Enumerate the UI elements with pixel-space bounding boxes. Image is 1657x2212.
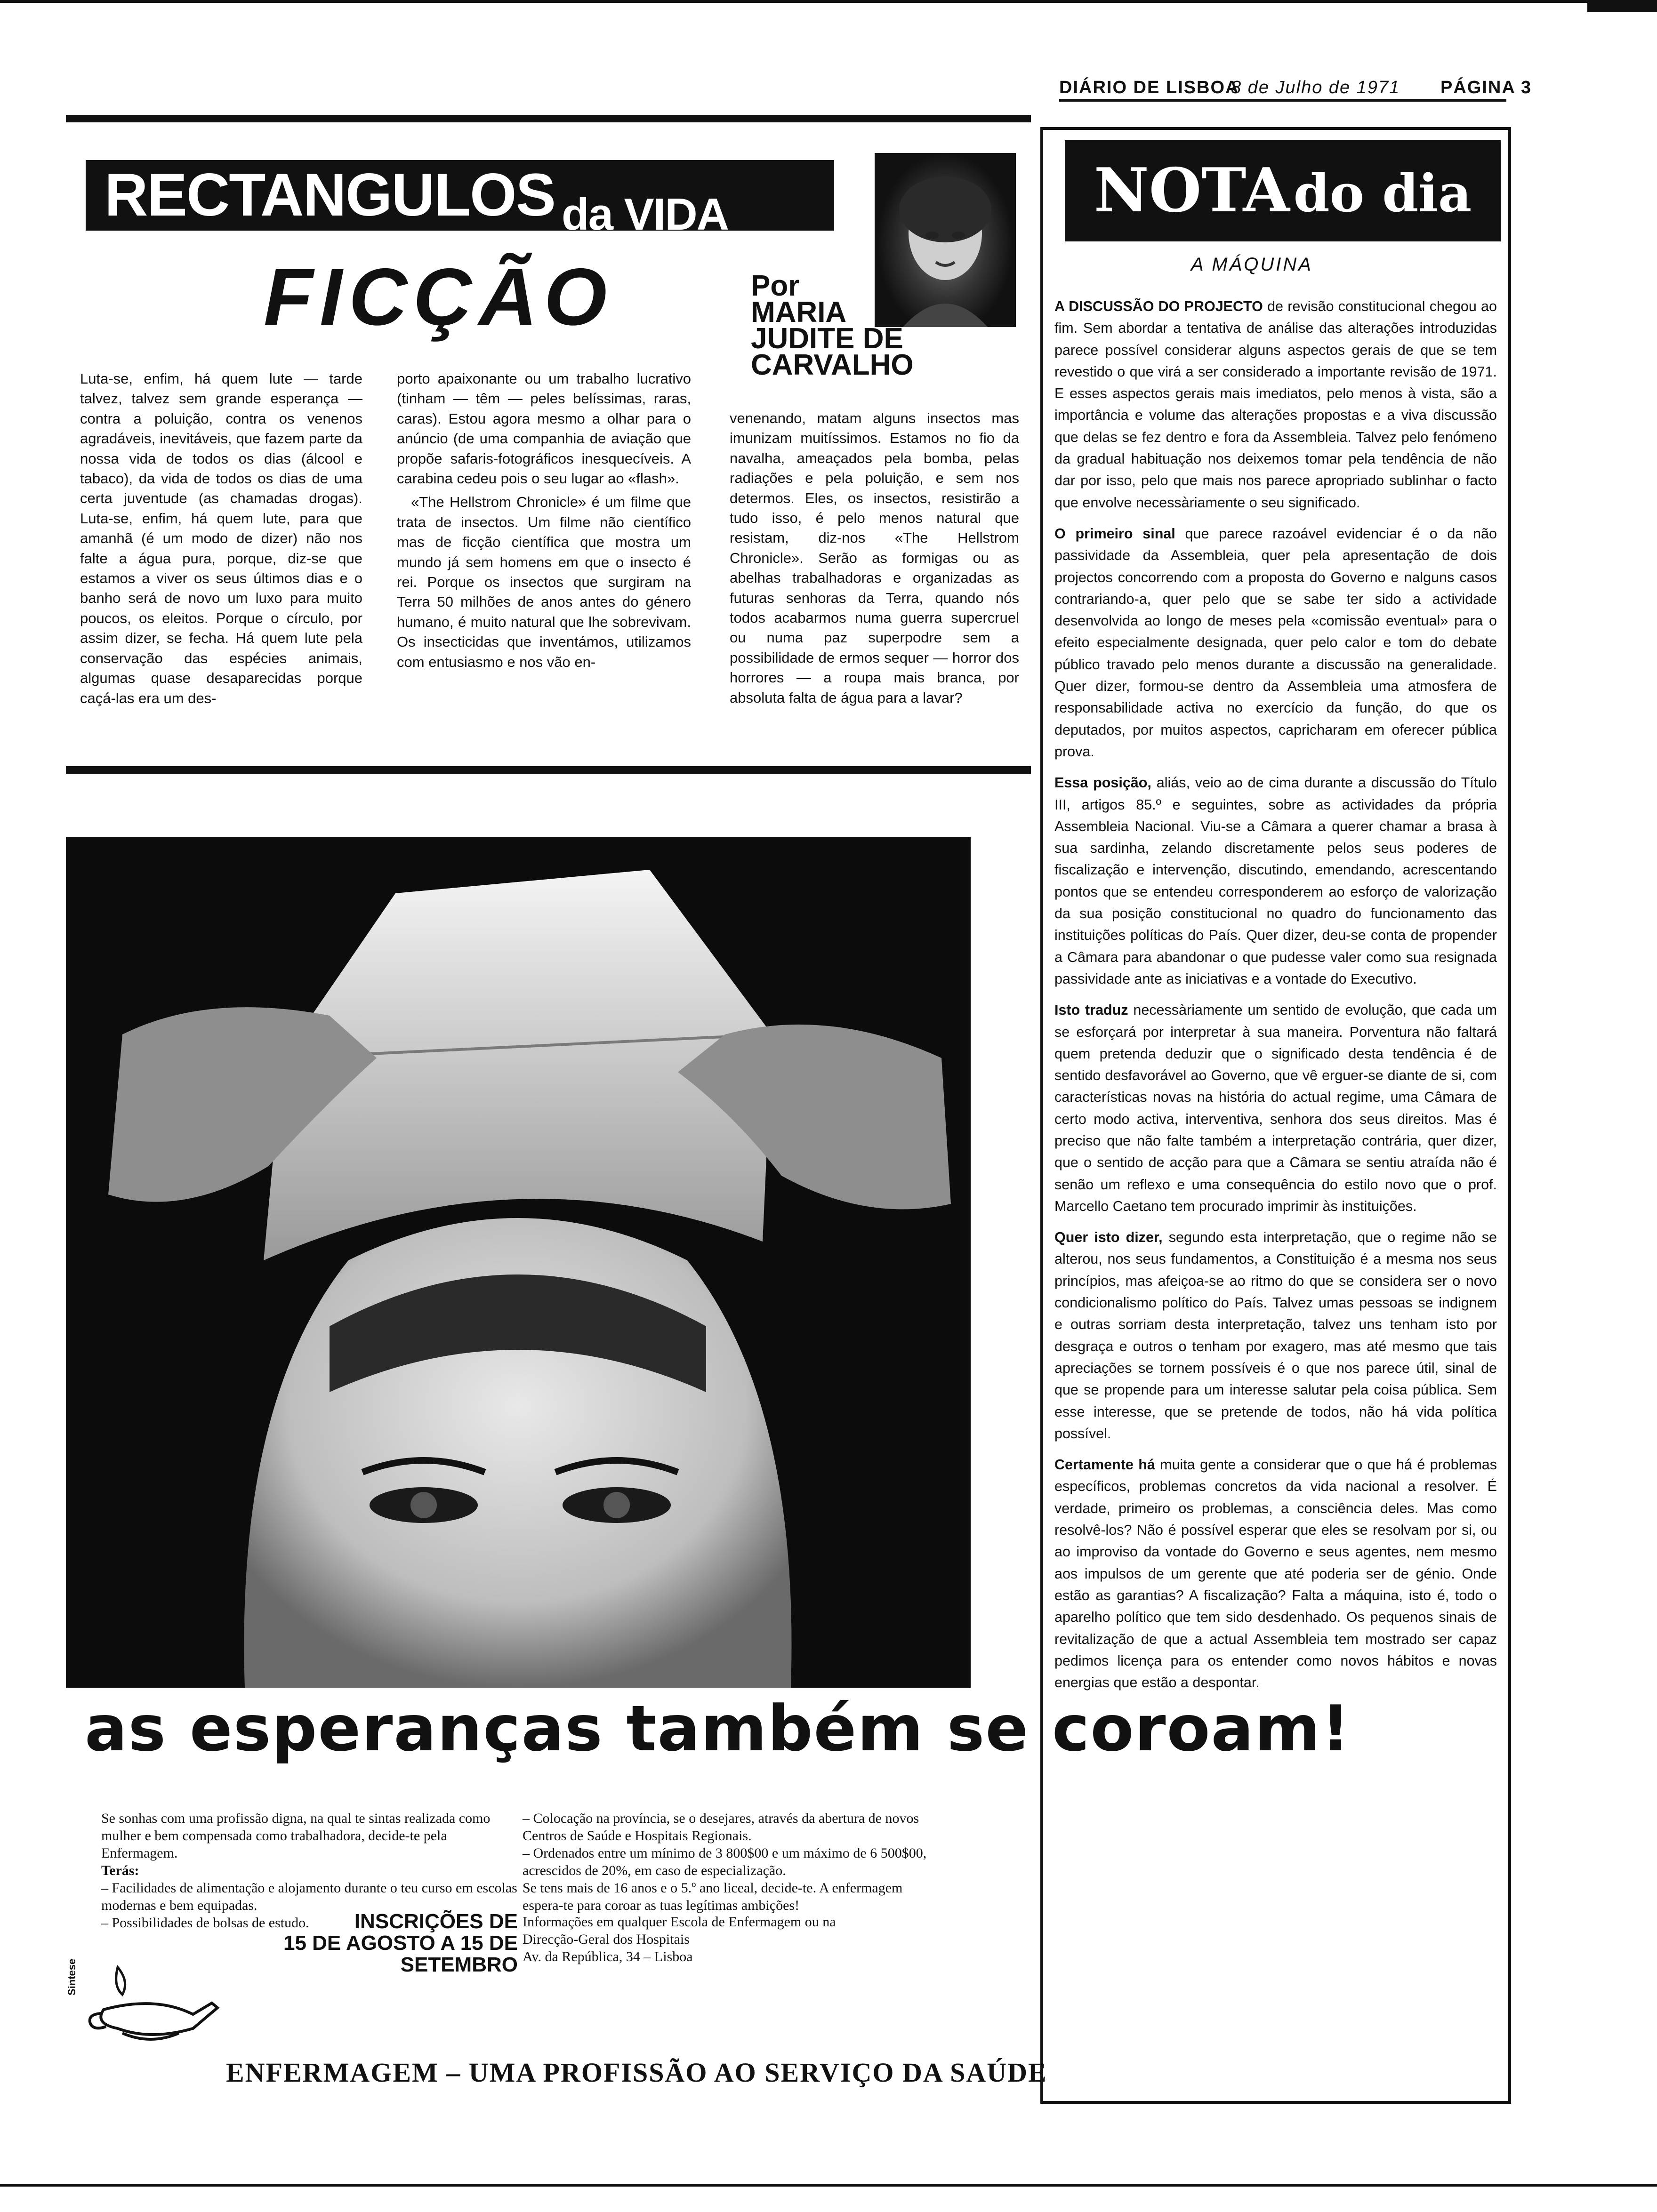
editorial-text: [1054, 296, 1497, 1703]
column-banner: [86, 160, 834, 231]
info-line: Direcção-Geral dos Hospitais: [523, 1931, 690, 1947]
banner-nota: NOTA: [1094, 155, 1290, 226]
article-title: FICÇÃO: [264, 252, 614, 342]
editorial-paragraph: [1054, 523, 1497, 762]
paragraph-lead: Certamente há: [1054, 1457, 1155, 1473]
advert-footer: ENFERMAGEM – UMA PROFISSÃO AO SERVIÇO DA SAÚDE: [226, 2057, 1047, 2088]
banner-do-dia: do dia: [1293, 163, 1472, 224]
editorial-paragraph: [1054, 1454, 1497, 1693]
editorial-paragraph: [1054, 1226, 1497, 1444]
registration-label: INSCRIÇÕES DE: [354, 1910, 518, 1933]
paragraph-body: necessàriamente um sentido de evolução, que cada um se esforçará por interpretar à sua maneira. Porventura não faltará quem pretenda deduzir que o significado desta tendência é de sentido desfavorável ao Governo, que vê erguer-se diante de si, com características novas na história do actual regime, uma Câmara de certo modo activa, interventiva, senhora dos seus direitos. Mas é preciso que não falte também a interpretação contrária, quer dizer, que o sentido de acção para que a Câmara se sentiu atraída não é senão um reflexo e uma consequência do estilo novo que o prof. Marcello Caetano tem procurado imprimir às instituições.: [1054, 1002, 1497, 1214]
article-paragraph: «The Hellstrom Chronicle» é um filme que trata de insectos. Um filme não científico mas de ficção científica que mostra um mundo já sem homens em que o insecto é rei. Porque os insectos que surgiram na Terra 50 milhões de anos antes do género humano, é muito natural que lhe sobrevivam. Os insecticidas que inventámos, utilizamos com entusiasmo e nos vão en-: [397, 494, 691, 670]
paragraph-body: que parece razoável evidenciar é o da não passividade da Assembleia, quer pela apresentação de dois projectos concorrendo com a proposta do Governo e nalguns casos contrariando-a, quer pelo que se sabe ter sido a actividade desenvolvida ao longo de meses pela «comissão eventual» para o efeito especialmente designada, quer pelo calor e tom do debate público travado pelo menos durante a discussão na generalidade. Quer dizer, formou-se dentro da Assembleia uma atmosfera de responsabilidade activa no exercício da função, do que os deputados, por muitos aspectos, capricharam em oferecer pública prova.: [1054, 525, 1497, 760]
nurse-advert-photo: [66, 837, 971, 1688]
byline-por: Por: [751, 270, 800, 302]
advert-item: – Colocação na província, se o desejares, através da abertura de novos Centros de Saúde e Hospitais Regionais.: [523, 1811, 919, 1843]
article-paragraph: venenando, matam alguns insectos mas imunizam muitíssimos. Estamos no fio da navalha, ameaçados pela bomba, pelas radiações e pela poluição, e sem nos determos. Eles, os insectos, resistirão a tudo isso, é pelo menos natural que resistam, diz-nos «The Hellstrom Chronicle». Serão as formigas ou as abelhas trabalhadoras e organizadas as futuras senhoras da Terra, quando nós todos acabarmos numa guerra supercruel ou numa paz superpodre sem a possibilidade de ermos sequer — horror dos horrores — a roupa mais branca, por absoluta falta de água para a lavar?: [730, 410, 1019, 706]
registration-dates: [198, 1911, 518, 1976]
info-line: Informações em qualquer Escola de Enfermagem ou na: [523, 1914, 836, 1930]
issue-date: 8 de Julho de 1971: [1231, 78, 1400, 97]
advert-item: – Possibilidades de bolsas de estudo.: [101, 1915, 309, 1931]
registration-period: 15 DE AGOSTO A 15 DE SETEMBRO: [283, 1931, 518, 1976]
advert-credit: Sintese: [66, 1958, 78, 1996]
bottom-border: [0, 2184, 1657, 2187]
byline: [751, 270, 1043, 381]
info-line: Av. da República, 34 – Lisboa: [523, 1949, 693, 1964]
editorial-subtitle: A MÁQUINA: [1191, 254, 1313, 275]
corner-mark: [1587, 0, 1657, 12]
paragraph-lead: Quer isto dizer,: [1054, 1229, 1163, 1246]
paragraph-body: muita gente a considerar que o que há é problemas específicos, problemas concretos da vida nacional a resolver. É verdade, primeiro os problemas, a consciência deles. Mas como resolvê-los? Não é possível esperar que eles se resolvam por si, ou ao improviso da vontade do Governo e seus agentes, nem mesmo aos impulsos de um gerente que até poderia ser de génio. Onde estão as garantias? A fiscalização? Falta a máquina, isto é, todo o aparelho político que tem sido desdenhado. Os pequenos sinais de revitalização de que a actual Assembleia tem mostrado ser capaz pedimos licença para os entender como novos hábitos e novas energias que estão a despontar.: [1054, 1457, 1497, 1691]
top-border: [0, 0, 1587, 3]
article-column-1: [80, 369, 362, 712]
header-rule: [1059, 99, 1506, 102]
article-column-3: [730, 409, 1019, 712]
advert-item: – Facilidades de alimentação e alojamento durante o teu curso em escolas modernas e bem equipadas.: [101, 1880, 517, 1913]
advert-info: [523, 1913, 937, 1965]
paragraph-body: de revisão constitucional chegou ao fim. Sem abordar a tentativa de análise das alterações introduzidas parece possível considerar alguns aspectos gerais de que se tem revestido o que virá a ser considerado a importante revisão de 1971. E esses aspectos gerais mais imediatos, pelo menos à vista, são a importância e volume das alterações propostas e a viva discussão que delas se fez dentro e fora da Assembleia. Talvez pelo fenómeno da gradual habituação nos deixemos tomar pela tendência de não dar por isso, pelo que mais nos parece apropriado sublinhar o facto que envolve necessàriamente o seu significado.: [1054, 298, 1497, 511]
paragraph-body: aliás, veio ao de cima durante a discussão do Título III, artigos 85.º e seguintes, sobre as actividades da própria Assembleia Nacional. Viu-se a Câmara a querer chamar a brasa à sua sardinha, zelando discretamente pelos seus poderes de fiscalização e intervenção, discutindo, emendando, acrescentando pontos que se entendeu corresponderem ao esforço de valorização da sua posição constitucional no quadro do funcionamento das instituições políticas do País. Quer dizer, deu-se conta de propender a Câmara para abandonar o que pudesse valer como sua resignada passividade ante as iniciativas e a vontade do Executivo.: [1054, 775, 1497, 987]
paragraph-body: segundo esta interpretação, que o regime não se alterou, nos seus fundamentos, a Constituição é a mesma nos seus princípios, mas afeiçoa-se ao ritmo do que se considera ser o novo condicionalismo político do País. Talvez umas pessoas se indignem e outras sorriam desta interpretação, talvez uns tenham isto por desgraça e outros o tenham por exagero, mas até mesmo que tais apreciações se tornem possíveis é o que nos parece útil, sinal de que se propende para um interesse salutar pela coisa pública. Sem esse interesse, que se pretende de todos, não há vida política possível.: [1054, 1229, 1497, 1442]
page-number: PÁGINA 3: [1440, 78, 1532, 97]
byline-name-first: MARIA: [751, 296, 847, 329]
byline-name-last: JUDITE DE CARVALHO: [751, 322, 914, 381]
advert-item: Se tens mais de 16 anos e o 5.º ano liceal, decide-te. A enfermagem espera-te para coroar as tuas legítimas ambições!: [523, 1880, 903, 1913]
advert-headline: as esperanças também se coroam!: [85, 1692, 1351, 1765]
article-bottom-rule: [66, 766, 1031, 774]
oil-lamp-icon: [85, 1958, 226, 2047]
editorial-banner: [1065, 140, 1501, 241]
article-paragraph: porto apaixonante ou um trabalho lucrativo (tinham — têm — peles belíssimas, raras, caras). Estou agora mesmo a olhar para o anúncio (de uma companhia de aviação que propõe safaris-fotográficos inesquecíveis. A carabina cedeu pois o seu lugar ao «flash».: [397, 370, 691, 487]
newspaper-name: DIÁRIO DE LISBOA: [1059, 78, 1239, 97]
article-top-rule: [66, 115, 1031, 122]
advert-teras: Terás:: [101, 1863, 139, 1878]
banner-da-vida: da VIDA: [561, 189, 728, 231]
advert-item: – Ordenados entre um mínimo de 3 800$00 e um máximo de 6 500$00, acrescidos de 20%, em caso de especialização.: [523, 1845, 927, 1878]
paragraph-lead: A DISCUSSÃO DO PROJECTO: [1054, 298, 1263, 314]
advert-intro: Se sonhas com uma profissão digna, na qual te sintas realizada como mulher e bem compensada como trabalhadora, decide-te pela Enfermagem.: [101, 1811, 491, 1861]
editorial-paragraph: [1054, 296, 1497, 513]
paragraph-lead: O primeiro sinal: [1054, 525, 1175, 542]
nurse-cap-illustration: [66, 837, 971, 1688]
editorial-paragraph: [1054, 772, 1497, 990]
article-column-2: [397, 369, 691, 676]
paragraph-lead: Essa posição,: [1054, 775, 1151, 791]
article-paragraph: Luta-se, enfim, há quem lute — tarde talvez, talvez sem grande esperança — contra a poluição, contra os venenos agradáveis, inevitáveis, que fazem parte da nossa vida de todos os dias (álcool e tabaco), da vida de todos os dias de uma certa juventude (as chamadas drogas). Luta-se, enfim, há quem lute, para que amanhã (é um modo de dizer) não nos falte a água pura, porque, diz-se que estamos a viver os seus últimos dias e o banho será de novo um luxo para muito poucos, os eleitos. Porque o círculo, por assim dizer, se fecha. Há quem lute pela conservação das espécies animais, algumas quase desaparecidas porque caçá-las era um des-: [80, 370, 362, 706]
paragraph-lead: Isto traduz: [1054, 1002, 1128, 1018]
editorial-paragraph: [1054, 999, 1497, 1217]
advert-right-text: [523, 1810, 937, 1914]
banner-rectangulos: RECTANGULOS: [105, 161, 555, 229]
